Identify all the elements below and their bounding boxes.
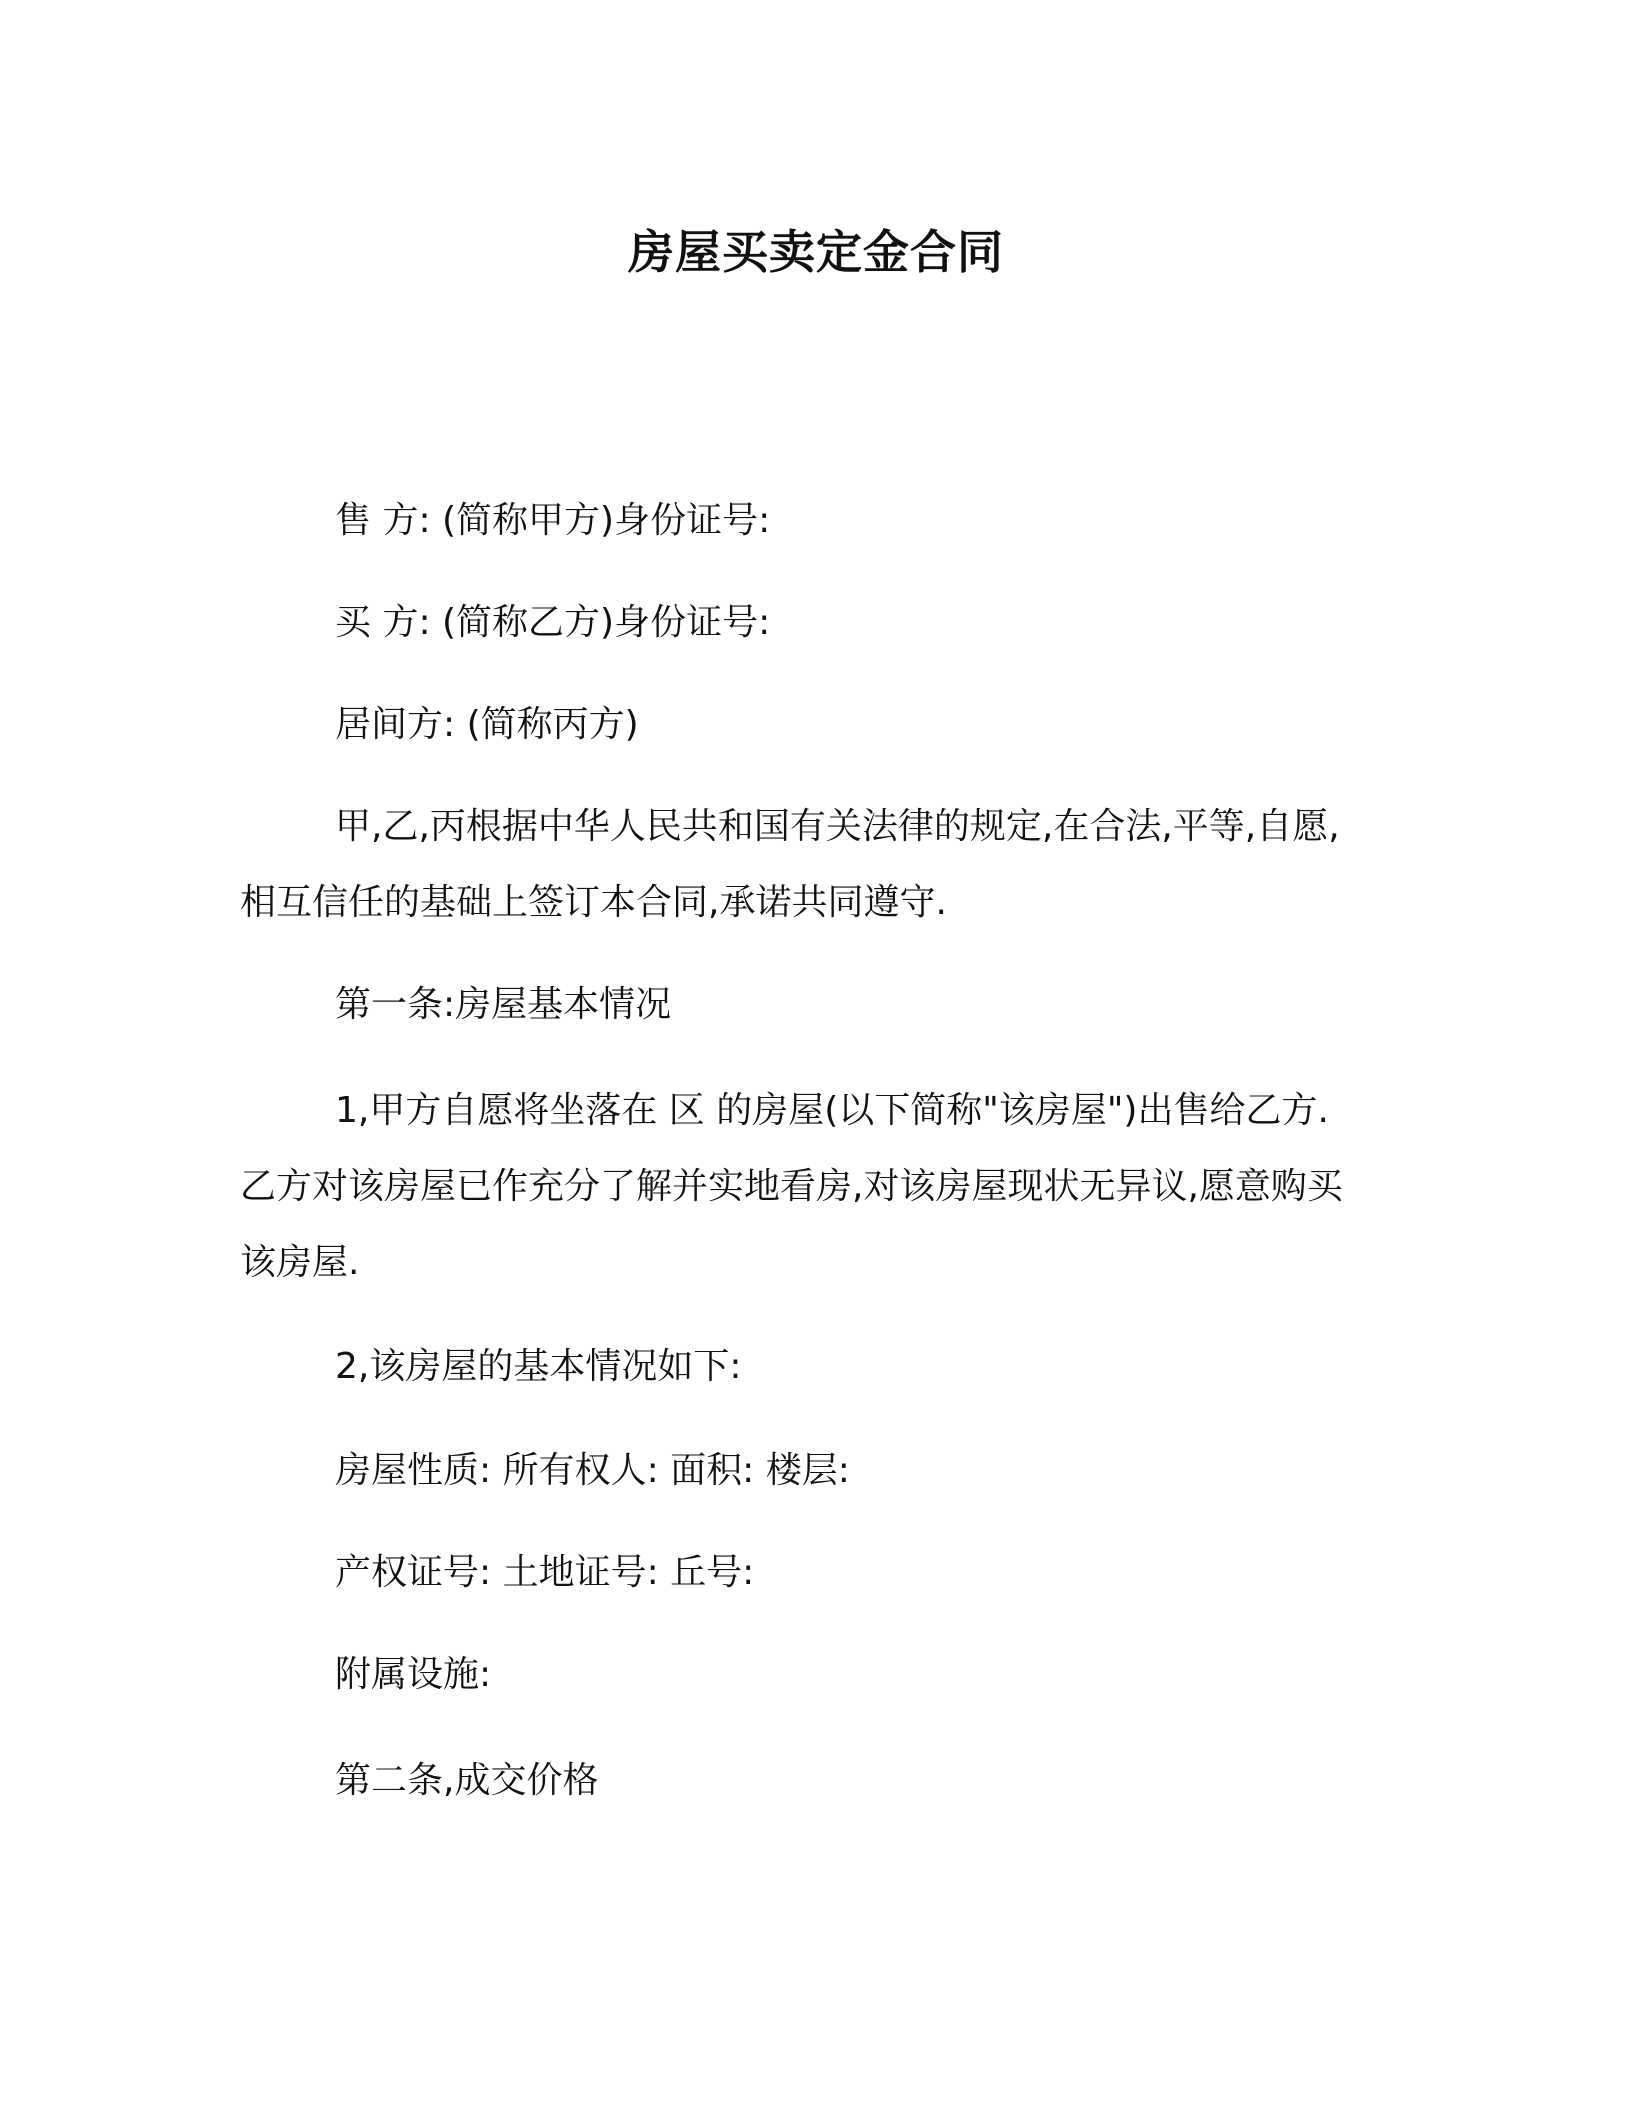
clause-1-line-1: 1,甲方自愿将坐落在 区 的房屋(以下简称"该房屋")出售给乙方. bbox=[335, 1090, 1329, 1131]
article-1-heading: 第一条:房屋基本情况 bbox=[335, 984, 672, 1025]
clause-2-heading: 2,该房屋的基本情况如下: bbox=[335, 1346, 742, 1387]
property-nature-line: 房屋性质: 所有权人: 面积: 楼层: bbox=[335, 1450, 850, 1491]
preamble-line-2: 相互信任的基础上签订本合同,承诺共同遵守. bbox=[240, 882, 947, 923]
document-title: 房屋买卖定金合同 bbox=[628, 225, 1004, 279]
article-2-heading: 第二条,成交价格 bbox=[335, 1760, 599, 1801]
clause-1-line-2: 乙方对该房屋已作充分了解并实地看房,对该房屋现状无异议,愿意购买 bbox=[240, 1166, 1343, 1207]
certificate-line: 产权证号: 土地证号: 丘号: bbox=[335, 1552, 755, 1593]
buyer-line: 买 方: (简称乙方)身份证号: bbox=[335, 602, 771, 643]
facilities-line: 附属设施: bbox=[335, 1654, 492, 1695]
preamble-line-1: 甲,乙,丙根据中华人民共和国有关法律的规定,在合法,平等,自愿, bbox=[335, 806, 1340, 847]
intermediary-line: 居间方: (简称丙方) bbox=[335, 704, 639, 745]
clause-1-line-3: 该房屋. bbox=[240, 1242, 360, 1283]
seller-line: 售 方: (简称甲方)身份证号: bbox=[335, 500, 771, 541]
